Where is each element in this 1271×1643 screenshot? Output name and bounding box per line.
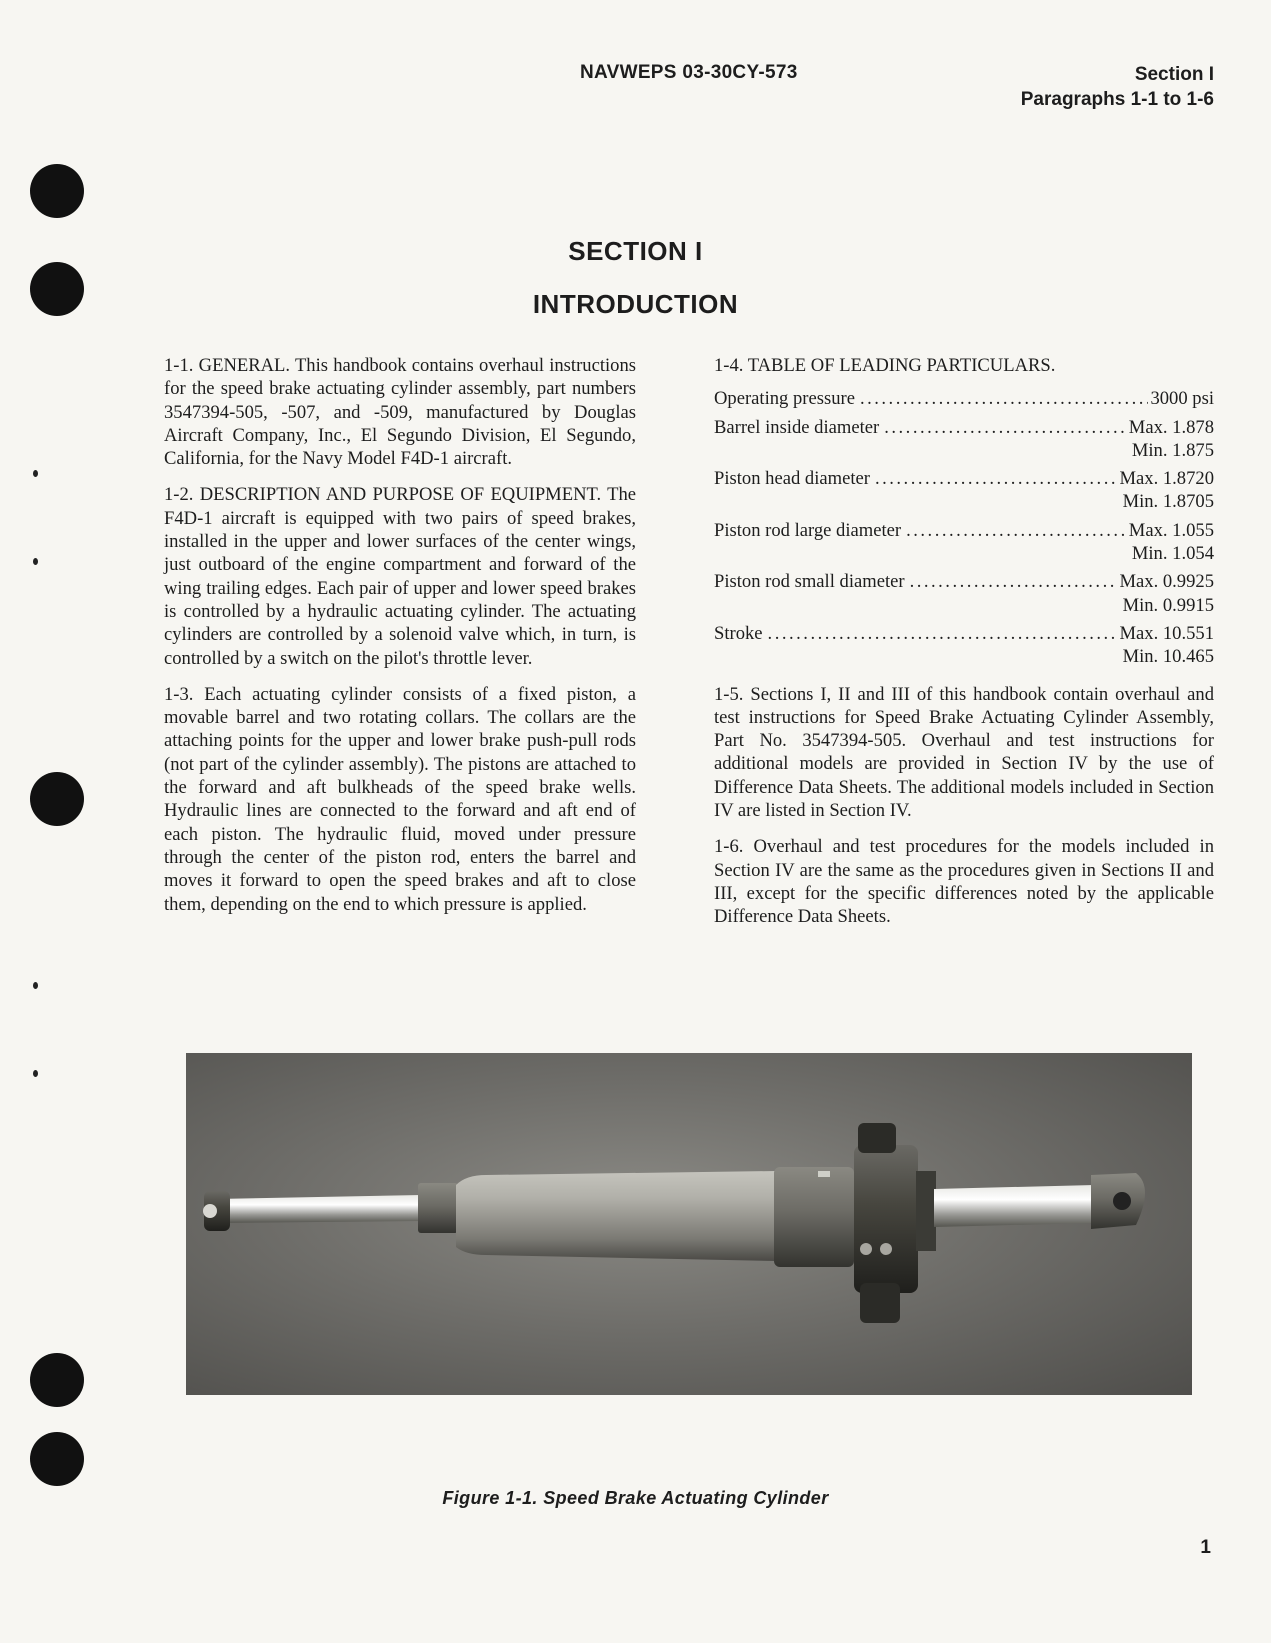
cylinder-illustration xyxy=(186,1053,1192,1395)
binder-hole xyxy=(30,1353,84,1407)
particulars-title: 1-4. TABLE OF LEADING PARTICULARS. xyxy=(714,355,1056,376)
particular-value: Max. 1.878 xyxy=(1128,416,1214,438)
leader-dots xyxy=(884,416,1127,439)
cylinder-photo xyxy=(186,1053,1192,1395)
leader-dots xyxy=(910,570,1118,593)
particular-row xyxy=(714,570,1214,617)
particular-name: Piston rod large diameter xyxy=(714,519,902,541)
particular-min: Min. 1.054 xyxy=(1131,543,1214,565)
leader-dots xyxy=(768,622,1118,645)
particular-name: Piston head diameter xyxy=(714,468,870,490)
section-header xyxy=(1021,62,1214,112)
speck xyxy=(33,558,38,565)
particular-value: Max. 1.8720 xyxy=(1119,468,1214,490)
left-column xyxy=(164,354,636,929)
particular-name: Barrel inside diameter xyxy=(714,416,880,438)
speck xyxy=(33,470,38,477)
paragraph-1-5: 1-5. Sections I, II and III of this handbook contain overhaul and test instructions for Speed Brake Actuating Cylinder Assembly, Part No. 3547394-505. Overhaul and test instructions for additional models are provided in Section IV by the use of Difference Data Sheets. The additional models included in Section IV are listed in Section IV. xyxy=(714,683,1214,822)
particular-row xyxy=(714,519,1214,566)
particular-value: Max. 1.055 xyxy=(1128,519,1214,541)
leader-dots xyxy=(875,467,1118,490)
paragraph-1-3: 1-3. Each actuating cylinder consists of a fixed piston, a movable barrel and two rotating collars. The collars are the attaching points for the upper and lower brake push-pull rods (not part of the cylinder assembly). The pistons are attached to the forward and aft bulkheads of the speed brake wells. Hydraulic lines are connected to the forward and aft end of each piston. The hydraulic fluid, moved under pressure through the center of the piston rod, enters the barrel and moves it forward to open the speed brakes and aft to close them, depending on the end to which pressure is applied. xyxy=(164,683,636,915)
binder-hole xyxy=(30,772,84,826)
particular-row xyxy=(714,467,1214,514)
particular-name: Operating pressure xyxy=(714,388,855,410)
particular-min: Min. 10.465 xyxy=(1122,646,1214,668)
paragraph-1-1: 1-1. GENERAL. This handbook contains overhaul instructions for the speed brake actuating cylinder assembly, part numbers 3547394-505, -507, and -509, manufactured by Douglas Aircraft Company, Inc., El Segundo Division, El Segundo, California, for the Navy Model F4D-1 aircraft. xyxy=(164,355,636,470)
particulars-table xyxy=(714,387,1214,668)
particular-name: Stroke xyxy=(714,622,763,644)
paragraph-range: Paragraphs 1-1 to 1-6 xyxy=(1020,89,1214,110)
particular-name: Piston rod small diameter xyxy=(714,571,905,593)
particular-row xyxy=(714,387,1214,410)
leader-dots xyxy=(860,387,1149,410)
leader-dots xyxy=(906,519,1127,542)
binder-hole xyxy=(30,1432,84,1486)
particular-value: 3000 psi xyxy=(1150,388,1214,410)
paragraph-1-2: 1-2. DESCRIPTION AND PURPOSE OF EQUIPMENT. The F4D-1 aircraft is equipped with two pairs of speed brakes, installed in the upper and lower surfaces of the center wings, just outboard of the engine compartment and forward of the wing trailing edges. Each pair of upper and lower speed brakes is controlled by a hydraulic actuating cylinder. The actuating cylinders are controlled by a solenoid valve which, in turn, is controlled by a switch on the pilot's throttle lever. xyxy=(164,484,636,669)
document-number: NAVWEPS 03-30CY-573 xyxy=(580,62,798,83)
right-column xyxy=(714,354,1214,942)
figure-caption: Figure 1-1. Speed Brake Actuating Cylinder xyxy=(442,1488,829,1508)
particular-min: Min. 0.9915 xyxy=(1122,594,1214,616)
particular-min: Min. 1.875 xyxy=(1131,439,1214,461)
speck xyxy=(33,982,38,989)
binder-hole xyxy=(30,164,84,218)
speck xyxy=(33,1070,38,1077)
paragraph-1-6: 1-6. Overhaul and test procedures for the models included in Section IV are the same as the procedures given in Sections II and III, except for the specific differences noted by the applicable Difference Data Sheets. xyxy=(714,836,1214,928)
section-label: Section I xyxy=(1134,64,1214,85)
page-number: 1 xyxy=(1200,1537,1211,1558)
section-name: INTRODUCTION xyxy=(532,289,739,319)
particular-value: Max. 10.551 xyxy=(1119,622,1214,644)
particular-value: Max. 0.9925 xyxy=(1119,571,1214,593)
particular-row xyxy=(714,622,1214,669)
particular-min: Min. 1.8705 xyxy=(1122,491,1214,513)
section-title: SECTION I xyxy=(568,236,703,266)
particular-row xyxy=(714,416,1214,463)
